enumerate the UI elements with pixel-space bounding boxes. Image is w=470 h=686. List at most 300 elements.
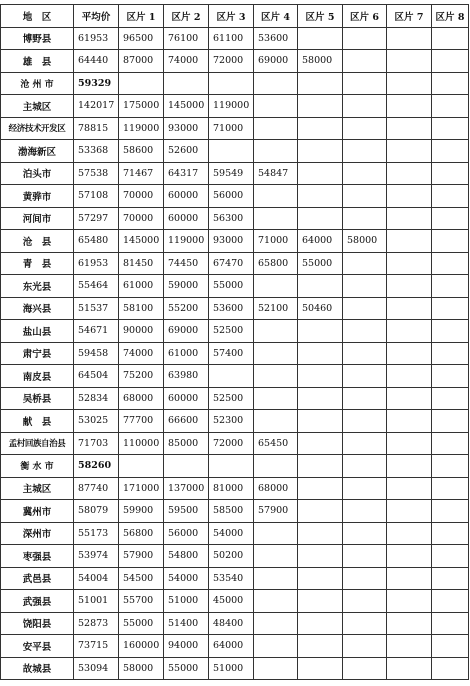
region-name-cell: 东光县 (1, 275, 74, 298)
header-row (1, 5, 469, 28)
region-name-cell: 安平县 (1, 635, 74, 658)
zone-7-price-cell (387, 252, 432, 275)
city-name-cell: 沧 州 市 (1, 72, 74, 95)
zone-3-price-cell: 53540 (209, 567, 254, 590)
zone-5-price-cell (298, 500, 343, 523)
zone-8-price-cell (432, 252, 469, 275)
region-name-cell: 南皮县 (1, 365, 74, 388)
column-header-zone-2: 区片 2 (164, 5, 209, 28)
zone-2-price-cell: 52600 (164, 140, 209, 163)
zone-1-price-cell: 55000 (119, 612, 164, 635)
average-price-cell: 54671 (74, 320, 119, 343)
zone-7-price-cell (387, 365, 432, 388)
average-price-cell: 61953 (74, 27, 119, 50)
zone-3-price-cell: 59549 (209, 162, 254, 185)
zone-4-price-cell (254, 207, 298, 230)
zone-5-price-cell (298, 95, 343, 118)
zone-5-price-cell (298, 477, 343, 500)
average-price-cell: 54004 (74, 567, 119, 590)
zone-5-price-cell (298, 657, 343, 680)
table-row (1, 50, 469, 73)
column-header-zone-1: 区片 1 (119, 5, 164, 28)
average-price-cell: 53025 (74, 410, 119, 433)
region-name-cell: 青 县 (1, 252, 74, 275)
zone-2-price-cell: 66600 (164, 410, 209, 433)
zone-5-price-cell (298, 320, 343, 343)
table-row (1, 27, 469, 50)
zone-7-price-cell (387, 545, 432, 568)
table-row (1, 477, 469, 500)
zone-8-price-cell (432, 27, 469, 50)
zone-3-price-cell: 54000 (209, 522, 254, 545)
average-price-cell: 59329 (74, 72, 119, 95)
zone-8-price-cell (432, 117, 469, 140)
zone-6-price-cell (343, 455, 387, 478)
zone-7-price-cell (387, 275, 432, 298)
average-price-cell: 52873 (74, 612, 119, 635)
average-price-cell: 64440 (74, 50, 119, 73)
average-price-cell: 78815 (74, 117, 119, 140)
region-name-cell: 河间市 (1, 207, 74, 230)
zone-1-price-cell: 54500 (119, 567, 164, 590)
zone-6-price-cell (343, 545, 387, 568)
zone-5-price-cell (298, 117, 343, 140)
zone-1-price-cell: 81450 (119, 252, 164, 275)
zone-7-price-cell (387, 477, 432, 500)
zone-6-price-cell (343, 207, 387, 230)
zone-8-price-cell (432, 432, 469, 455)
zone-6-price-cell (343, 50, 387, 73)
zone-3-price-cell: 67470 (209, 252, 254, 275)
region-name-cell: 海兴县 (1, 297, 74, 320)
zone-4-price-cell: 54847 (254, 162, 298, 185)
zone-8-price-cell (432, 207, 469, 230)
zone-5-price-cell (298, 27, 343, 50)
region-name-cell: 武邑县 (1, 567, 74, 590)
zone-7-price-cell (387, 72, 432, 95)
average-price-cell: 58260 (74, 455, 119, 478)
average-price-cell: 57297 (74, 207, 119, 230)
zone-8-price-cell (432, 477, 469, 500)
zone-2-price-cell: 74000 (164, 50, 209, 73)
zone-6-price-cell (343, 612, 387, 635)
region-name-cell: 博野县 (1, 27, 74, 50)
zone-4-price-cell: 68000 (254, 477, 298, 500)
zone-7-price-cell (387, 455, 432, 478)
zone-3-price-cell: 52500 (209, 387, 254, 410)
region-name-cell: 雄 县 (1, 50, 74, 73)
column-header-zone-5: 区片 5 (298, 5, 343, 28)
zone-6-price-cell (343, 500, 387, 523)
average-price-cell: 55464 (74, 275, 119, 298)
zone-3-price-cell: 61100 (209, 27, 254, 50)
column-header-zone-8: 区片 8 (432, 5, 469, 28)
zone-5-price-cell (298, 522, 343, 545)
zone-4-price-cell (254, 455, 298, 478)
zone-4-price-cell (254, 590, 298, 613)
zone-1-price-cell: 145000 (119, 230, 164, 253)
zone-3-price-cell: 71000 (209, 117, 254, 140)
zone-5-price-cell: 58000 (298, 50, 343, 73)
zone-7-price-cell (387, 162, 432, 185)
zone-1-price-cell: 75200 (119, 365, 164, 388)
zone-6-price-cell (343, 657, 387, 680)
zone-3-price-cell: 53600 (209, 297, 254, 320)
zone-7-price-cell (387, 410, 432, 433)
zone-8-price-cell (432, 140, 469, 163)
zone-4-price-cell (254, 545, 298, 568)
zone-1-price-cell (119, 72, 164, 95)
zone-8-price-cell (432, 342, 469, 365)
zone-8-price-cell (432, 410, 469, 433)
average-price-cell: 59458 (74, 342, 119, 365)
table-row (1, 500, 469, 523)
zone-1-price-cell: 59900 (119, 500, 164, 523)
zone-4-price-cell: 57900 (254, 500, 298, 523)
average-price-cell: 53368 (74, 140, 119, 163)
zone-6-price-cell (343, 477, 387, 500)
zone-5-price-cell (298, 545, 343, 568)
zone-8-price-cell (432, 590, 469, 613)
zone-1-price-cell: 71467 (119, 162, 164, 185)
table-row (1, 185, 469, 208)
region-name-cell: 冀州市 (1, 500, 74, 523)
average-price-cell: 73715 (74, 635, 119, 658)
column-header-region: 地 区 (1, 5, 74, 28)
zone-8-price-cell (432, 635, 469, 658)
zone-3-price-cell (209, 455, 254, 478)
zone-3-price-cell: 51000 (209, 657, 254, 680)
table-row (1, 117, 469, 140)
zone-3-price-cell: 58500 (209, 500, 254, 523)
zone-8-price-cell (432, 230, 469, 253)
zone-4-price-cell (254, 387, 298, 410)
zone-3-price-cell (209, 72, 254, 95)
table-row (1, 657, 469, 680)
zone-3-price-cell (209, 140, 254, 163)
column-header-zone-6: 区片 6 (343, 5, 387, 28)
zone-1-price-cell: 58100 (119, 297, 164, 320)
zone-4-price-cell (254, 567, 298, 590)
zone-6-price-cell (343, 635, 387, 658)
average-price-cell: 57538 (74, 162, 119, 185)
table-body (1, 27, 469, 680)
zone-7-price-cell (387, 95, 432, 118)
average-price-cell: 55173 (74, 522, 119, 545)
zone-6-price-cell (343, 95, 387, 118)
zone-2-price-cell: 145000 (164, 95, 209, 118)
zone-2-price-cell: 51000 (164, 590, 209, 613)
table-row (1, 320, 469, 343)
zone-6-price-cell (343, 410, 387, 433)
zone-1-price-cell: 58600 (119, 140, 164, 163)
zone-3-price-cell: 52300 (209, 410, 254, 433)
table-row (1, 612, 469, 635)
average-price-cell: 53094 (74, 657, 119, 680)
zone-2-price-cell: 59000 (164, 275, 209, 298)
zone-6-price-cell: 58000 (343, 230, 387, 253)
zone-4-price-cell (254, 342, 298, 365)
zone-3-price-cell: 72000 (209, 50, 254, 73)
average-price-cell: 53974 (74, 545, 119, 568)
zone-2-price-cell: 60000 (164, 185, 209, 208)
zone-5-price-cell: 64000 (298, 230, 343, 253)
zone-5-price-cell (298, 455, 343, 478)
zone-3-price-cell: 48400 (209, 612, 254, 635)
zone-2-price-cell: 56000 (164, 522, 209, 545)
average-price-cell: 71703 (74, 432, 119, 455)
zone-1-price-cell: 58000 (119, 657, 164, 680)
table-row (1, 162, 469, 185)
table-row (1, 252, 469, 275)
table-row (1, 545, 469, 568)
zone-8-price-cell (432, 320, 469, 343)
zone-5-price-cell: 50460 (298, 297, 343, 320)
zone-5-price-cell (298, 342, 343, 365)
zone-8-price-cell (432, 612, 469, 635)
zone-8-price-cell (432, 657, 469, 680)
zone-2-price-cell: 51400 (164, 612, 209, 635)
zone-2-price-cell: 85000 (164, 432, 209, 455)
zone-6-price-cell (343, 27, 387, 50)
zone-1-price-cell: 70000 (119, 185, 164, 208)
zone-7-price-cell (387, 320, 432, 343)
region-name-cell: 孟村回族自治县 (1, 432, 74, 455)
zone-4-price-cell (254, 365, 298, 388)
zone-4-price-cell (254, 657, 298, 680)
table-row (1, 342, 469, 365)
zone-6-price-cell (343, 522, 387, 545)
zone-2-price-cell: 119000 (164, 230, 209, 253)
zone-3-price-cell: 57400 (209, 342, 254, 365)
zone-2-price-cell: 93000 (164, 117, 209, 140)
region-name-cell: 献 县 (1, 410, 74, 433)
zone-3-price-cell: 52500 (209, 320, 254, 343)
region-name-cell: 黄骅市 (1, 185, 74, 208)
region-name-cell: 枣强县 (1, 545, 74, 568)
table-row (1, 230, 469, 253)
zone-4-price-cell (254, 185, 298, 208)
zone-7-price-cell (387, 342, 432, 365)
zone-3-price-cell: 56300 (209, 207, 254, 230)
zone-1-price-cell: 61000 (119, 275, 164, 298)
table-row (1, 297, 469, 320)
zone-7-price-cell (387, 207, 432, 230)
zone-7-price-cell (387, 432, 432, 455)
table-row (1, 387, 469, 410)
zone-7-price-cell (387, 297, 432, 320)
table-row (1, 140, 469, 163)
zone-6-price-cell (343, 590, 387, 613)
column-header-zone-3: 区片 3 (209, 5, 254, 28)
zone-5-price-cell (298, 365, 343, 388)
zone-4-price-cell: 65450 (254, 432, 298, 455)
zone-4-price-cell (254, 522, 298, 545)
zone-4-price-cell (254, 72, 298, 95)
zone-6-price-cell (343, 342, 387, 365)
average-price-cell: 51001 (74, 590, 119, 613)
zone-6-price-cell (343, 567, 387, 590)
zone-8-price-cell (432, 500, 469, 523)
zone-4-price-cell (254, 410, 298, 433)
zone-6-price-cell (343, 140, 387, 163)
zone-6-price-cell (343, 162, 387, 185)
zone-7-price-cell (387, 522, 432, 545)
zone-2-price-cell (164, 72, 209, 95)
zone-2-price-cell: 63980 (164, 365, 209, 388)
zone-6-price-cell (343, 297, 387, 320)
table-row (1, 365, 469, 388)
zone-8-price-cell (432, 567, 469, 590)
zone-4-price-cell: 69000 (254, 50, 298, 73)
zone-1-price-cell: 119000 (119, 117, 164, 140)
zone-7-price-cell (387, 27, 432, 50)
table-row (1, 410, 469, 433)
zone-8-price-cell (432, 545, 469, 568)
zone-2-price-cell: 55000 (164, 657, 209, 680)
table-row (1, 455, 469, 478)
zone-6-price-cell (343, 275, 387, 298)
zone-3-price-cell: 64000 (209, 635, 254, 658)
average-price-cell: 64504 (74, 365, 119, 388)
zone-3-price-cell: 93000 (209, 230, 254, 253)
zone-3-price-cell: 119000 (209, 95, 254, 118)
table-row (1, 432, 469, 455)
region-name-cell: 渤海新区 (1, 140, 74, 163)
table-row (1, 72, 469, 95)
zone-6-price-cell (343, 365, 387, 388)
zone-5-price-cell (298, 635, 343, 658)
zone-1-price-cell: 70000 (119, 207, 164, 230)
zone-7-price-cell (387, 117, 432, 140)
zone-6-price-cell (343, 185, 387, 208)
zone-7-price-cell (387, 635, 432, 658)
average-price-cell: 57108 (74, 185, 119, 208)
column-header-average-price: 平均价 (74, 5, 119, 28)
zone-4-price-cell (254, 275, 298, 298)
zone-1-price-cell: 171000 (119, 477, 164, 500)
zone-4-price-cell (254, 95, 298, 118)
zone-1-price-cell: 77700 (119, 410, 164, 433)
zone-2-price-cell (164, 455, 209, 478)
zone-4-price-cell: 52100 (254, 297, 298, 320)
zone-1-price-cell: 175000 (119, 95, 164, 118)
zone-4-price-cell: 71000 (254, 230, 298, 253)
average-price-cell: 51537 (74, 297, 119, 320)
zone-2-price-cell: 54000 (164, 567, 209, 590)
column-header-zone-4: 区片 4 (254, 5, 298, 28)
zone-4-price-cell: 53600 (254, 27, 298, 50)
zone-8-price-cell (432, 50, 469, 73)
zone-3-price-cell (209, 365, 254, 388)
zone-7-price-cell (387, 140, 432, 163)
zone-5-price-cell (298, 275, 343, 298)
region-name-cell: 泊头市 (1, 162, 74, 185)
zone-2-price-cell: 69000 (164, 320, 209, 343)
zone-8-price-cell (432, 185, 469, 208)
zone-2-price-cell: 59500 (164, 500, 209, 523)
zone-7-price-cell (387, 657, 432, 680)
zone-3-price-cell: 81000 (209, 477, 254, 500)
zone-6-price-cell (343, 252, 387, 275)
zone-3-price-cell: 72000 (209, 432, 254, 455)
city-name-cell: 衡 水 市 (1, 455, 74, 478)
zone-7-price-cell (387, 590, 432, 613)
zone-5-price-cell (298, 387, 343, 410)
zone-4-price-cell (254, 320, 298, 343)
zone-2-price-cell: 54800 (164, 545, 209, 568)
column-header-zone-7: 区片 7 (387, 5, 432, 28)
zone-7-price-cell (387, 185, 432, 208)
zone-1-price-cell: 68000 (119, 387, 164, 410)
zone-4-price-cell (254, 140, 298, 163)
zone-1-price-cell: 57900 (119, 545, 164, 568)
zone-7-price-cell (387, 50, 432, 73)
zone-5-price-cell (298, 185, 343, 208)
zone-8-price-cell (432, 522, 469, 545)
zone-8-price-cell (432, 365, 469, 388)
zone-5-price-cell (298, 567, 343, 590)
zone-3-price-cell: 56000 (209, 185, 254, 208)
zone-4-price-cell (254, 612, 298, 635)
table-row (1, 95, 469, 118)
table-row (1, 635, 469, 658)
zone-1-price-cell: 74000 (119, 342, 164, 365)
zone-6-price-cell (343, 117, 387, 140)
region-name-cell: 饶阳县 (1, 612, 74, 635)
zone-8-price-cell (432, 72, 469, 95)
zone-2-price-cell: 61000 (164, 342, 209, 365)
zone-5-price-cell (298, 72, 343, 95)
table-row (1, 567, 469, 590)
region-name-cell: 主城区 (1, 477, 74, 500)
zone-1-price-cell: 56800 (119, 522, 164, 545)
zone-2-price-cell: 64317 (164, 162, 209, 185)
land-price-table (0, 4, 469, 680)
region-name-cell: 沧 县 (1, 230, 74, 253)
zone-1-price-cell: 160000 (119, 635, 164, 658)
zone-1-price-cell: 96500 (119, 27, 164, 50)
zone-8-price-cell (432, 95, 469, 118)
zone-8-price-cell (432, 275, 469, 298)
zone-2-price-cell: 55200 (164, 297, 209, 320)
table-row (1, 522, 469, 545)
zone-8-price-cell (432, 297, 469, 320)
region-name-cell: 盐山县 (1, 320, 74, 343)
average-price-cell: 52834 (74, 387, 119, 410)
average-price-cell: 142017 (74, 95, 119, 118)
average-price-cell: 61953 (74, 252, 119, 275)
region-name-cell: 吴桥县 (1, 387, 74, 410)
zone-5-price-cell (298, 410, 343, 433)
zone-7-price-cell (387, 230, 432, 253)
zone-3-price-cell: 45000 (209, 590, 254, 613)
zone-5-price-cell (298, 207, 343, 230)
zone-6-price-cell (343, 387, 387, 410)
table-row (1, 207, 469, 230)
zone-6-price-cell (343, 432, 387, 455)
zone-1-price-cell: 110000 (119, 432, 164, 455)
zone-6-price-cell (343, 72, 387, 95)
zone-8-price-cell (432, 387, 469, 410)
zone-3-price-cell: 50200 (209, 545, 254, 568)
average-price-cell: 87740 (74, 477, 119, 500)
zone-2-price-cell: 76100 (164, 27, 209, 50)
zone-7-price-cell (387, 500, 432, 523)
average-price-cell: 65480 (74, 230, 119, 253)
zone-8-price-cell (432, 455, 469, 478)
zone-1-price-cell: 87000 (119, 50, 164, 73)
